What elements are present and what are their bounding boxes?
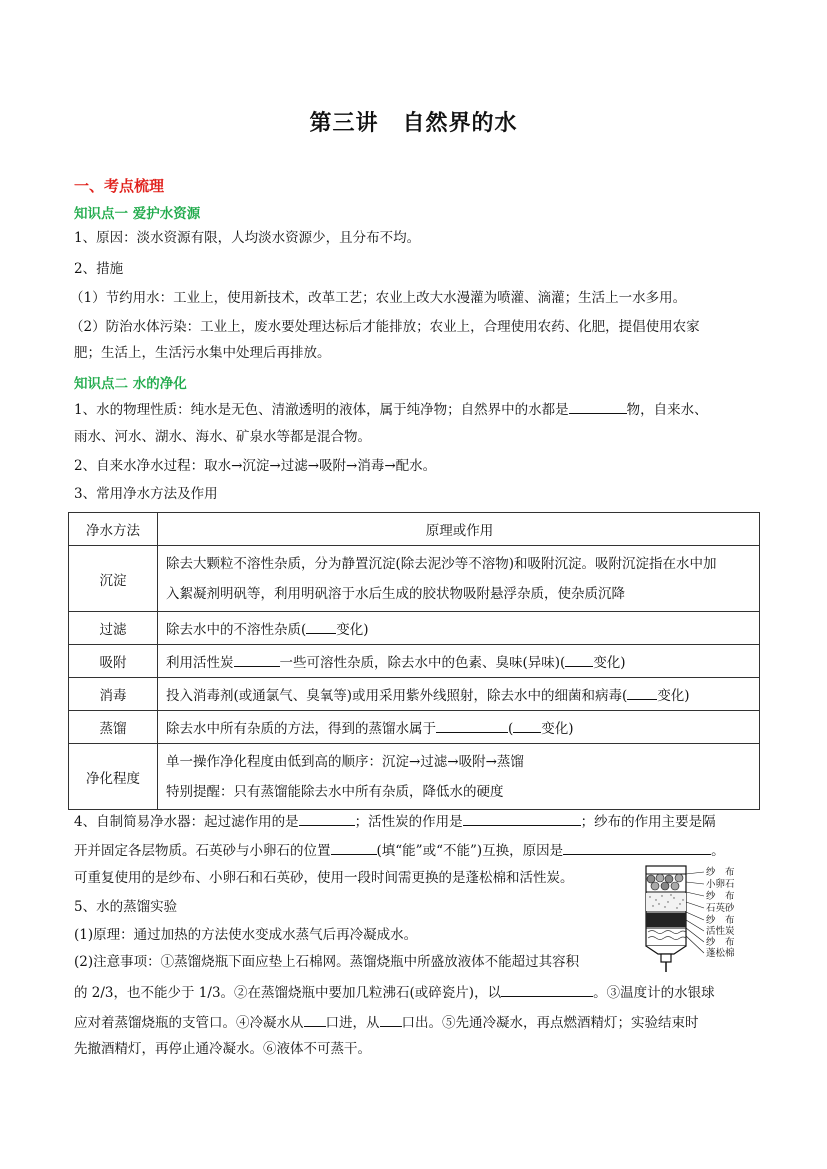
method-desc: 利用活性炭 一些可溶性杂质，除去水中的色素、臭味(异味)( 变化)	[158, 645, 760, 678]
filter-label: 纱 布	[706, 867, 735, 878]
svg-text:纱 布	[706, 890, 735, 902]
table-row	[69, 744, 760, 810]
p5-notes-4: 先撤酒精灯，再停止通冷凝水。⑥液体不可蒸干。	[74, 1041, 371, 1057]
svg-text:活性炭	[706, 925, 735, 937]
outlet-stopper	[661, 954, 671, 962]
kp1-measures: 2、措施	[74, 261, 124, 277]
p4-line3: 可重复使用的是纱布、小卵石和石英砂，使用一段时间需更换的是蓬松棉和活性炭。	[74, 870, 574, 886]
table-row	[69, 711, 760, 744]
p4-line2: 开并固定各层物质。石英砂与小卵石的位置 (填“能”或“不能”)互换，原因是 。	[74, 840, 764, 860]
p5-principle: (1)原理：通过加热的方法使水变成水蒸气后再冷凝成水。	[74, 927, 418, 943]
kp1-reason: 1、原因：淡水资源有限，人均淡水资源少，且分布不均。	[74, 230, 421, 246]
method-name: 消毒	[69, 678, 158, 711]
filter-label: 蓬松棉	[706, 948, 735, 959]
svg-text:纱 布	[706, 866, 735, 878]
purification-table	[68, 512, 760, 810]
p5-notes-3: 应对着蒸馏烧瓶的支管口。④冷凝水从 口进，从 口出。⑤先通冷凝水，再点燃酒精灯；实验结束时	[74, 1012, 764, 1032]
filter-label: 小卵石	[706, 879, 735, 890]
quartz-sand-layer	[646, 893, 686, 911]
p4-line1: 4、自制简易净水器：起过滤作用的是 ；活性炭的作用是 ；纱布的作用主要是隔	[74, 811, 764, 831]
method-name: 过滤	[69, 612, 158, 645]
kp2-physical-property: 1、水的物理性质：纯水是无色、清澈透明的液体，属于纯净物；自然界中的水都是 物，自来水、	[74, 399, 764, 419]
table-row	[69, 612, 760, 645]
filter-label: 纱 布	[706, 915, 735, 926]
filter-label: 纱 布	[706, 891, 735, 902]
method-desc: 单一操作净化程度由低到高的顺序：沉淀→过滤→吸附→蒸馏 特别提醒：只有蒸馏能除去水中所有杂质，降低水的硬度	[158, 744, 760, 810]
table-row	[69, 645, 760, 678]
table-row	[69, 678, 760, 711]
p5-notes-1: (2)注意事项：①蒸馏烧瓶下面应垫上石棉网。蒸馏烧瓶中所盛放液体不能超过其容积	[74, 954, 580, 970]
svg-text:纱 布	[706, 914, 735, 926]
page-title: 第三讲 自然界的水	[309, 111, 518, 136]
kp2-tap-water-process: 2、自来水净水过程：取水→沉淀→过滤→吸附→消毒→配水。	[74, 458, 437, 474]
table-header-method: 净水方法	[69, 513, 158, 546]
kp1-prevent-pollution: （2）防治水体污染：工业上，废水要处理达标后才能排放；农业上，合理使用农药、化肥，提倡使用农家	[70, 319, 700, 335]
method-name: 吸附	[69, 645, 158, 678]
svg-text:石英砂	[706, 902, 735, 914]
kp2-physical-property-cont: 雨水、河水、湖水、海水、矿泉水等都是混合物。	[74, 429, 371, 445]
svg-text:小卵石	[706, 878, 735, 890]
method-name: 蒸馏	[69, 711, 158, 744]
table-row	[69, 546, 760, 612]
filter-label: 纱 布	[706, 937, 735, 948]
kp2-methods-title: 3、常用净水方法及作用	[74, 486, 218, 502]
p5-title: 5、水的蒸馏实验	[74, 899, 178, 915]
knowledge-point-1-heading: 知识点一 爱护水资源	[74, 206, 201, 222]
svg-text:蓬松棉	[706, 947, 735, 959]
knowledge-point-2-heading: 知识点二 水的净化	[74, 376, 187, 392]
section-heading: 一、考点梳理	[74, 177, 165, 195]
filter-label: 石英砂	[706, 903, 735, 914]
method-name: 净化程度	[69, 744, 158, 810]
table-header-principle: 原理或作用	[158, 513, 760, 546]
table-header-row	[69, 513, 760, 546]
kp1-prevent-pollution-cont: 肥；生活上，生活污水集中处理后再排放。	[74, 345, 331, 361]
activated-carbon-layer	[646, 913, 686, 927]
kp1-save-water: （1）节约用水：工业上，使用新技术，改革工艺；农业上改大水漫灌为喷灌、滴灌；生活上一水多用。	[70, 290, 687, 306]
method-desc: 投入消毒剂(或通氯气、臭氧等)或用采用紫外线照射，除去水中的细菌和病毒( 变化)	[158, 678, 760, 711]
method-desc: 除去大颗粒不溶性杂质，分为静置沉淀(除去泥沙等不溶物)和吸附沉淀。吸附沉淀指在水中加 入絮凝剂明矾等，利用明矾溶于水后生成的胶状物吸附悬浮杂质，使杂质沉降	[158, 546, 760, 612]
method-desc: 除去水中所有杂质的方法，得到的蒸馏水属于 ( 变化)	[158, 711, 760, 744]
method-name: 沉淀	[69, 546, 158, 612]
method-desc: 除去水中的不溶性杂质( 变化)	[158, 612, 760, 645]
filter-label: 活性炭	[706, 926, 735, 937]
water-filter-diagram	[640, 862, 750, 974]
svg-text:纱 布	[706, 936, 735, 948]
p5-notes-2: 的 2/3，也不能少于 1/3。②在蒸馏烧瓶中要加几粒沸石(或碎瓷片)，以 。③温度计的水银球	[74, 982, 764, 1002]
filter-labels	[706, 866, 735, 959]
